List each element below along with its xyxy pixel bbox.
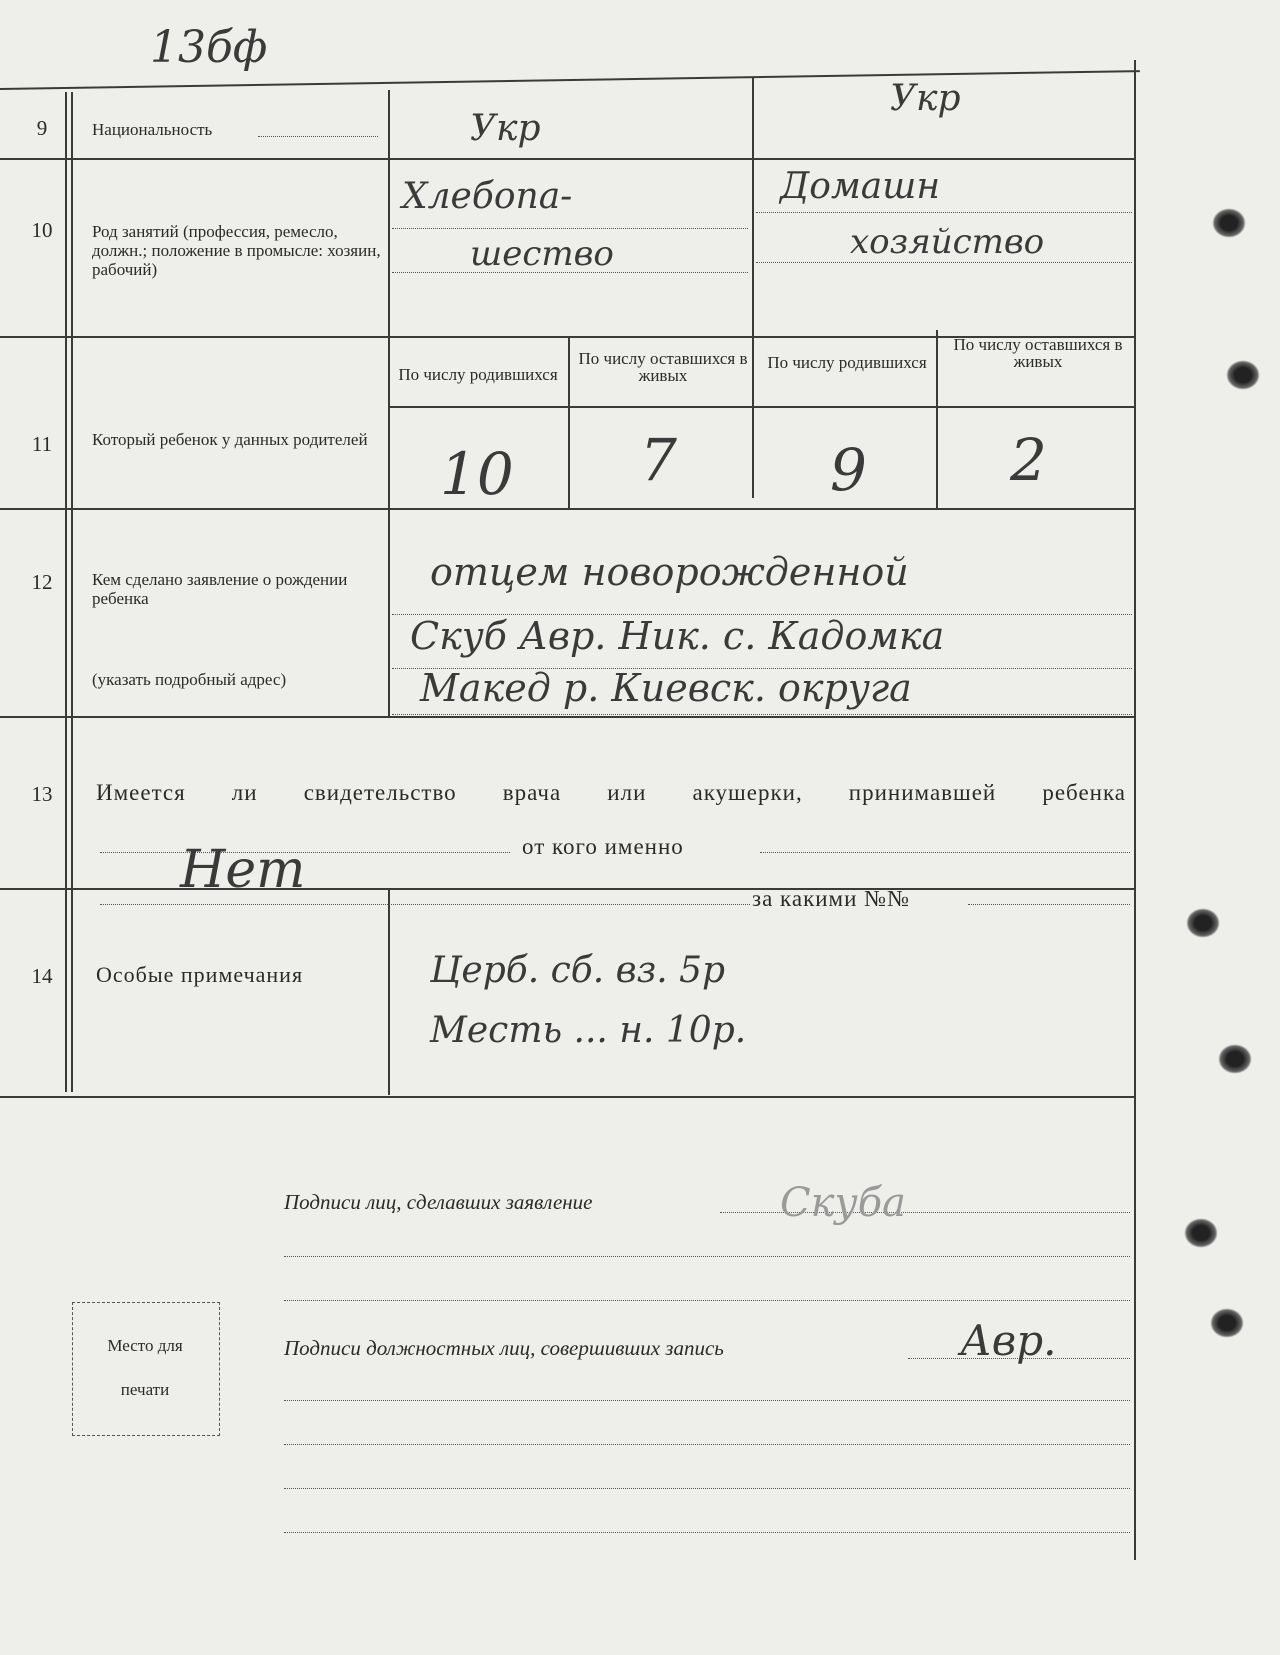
father-born-value: 10 (440, 440, 514, 508)
official-signature: Авр. (960, 1316, 1057, 1365)
mother-alive-header: По числу оставшихся в живых (953, 335, 1123, 371)
row-14-label: Особые примечания (96, 962, 304, 987)
applicants-signature-line (284, 1300, 1130, 1301)
officials-signature-line (284, 1444, 1130, 1445)
col-divider (388, 90, 390, 718)
row-10-line (392, 228, 748, 229)
row-10-label: Род занятий (профессия, ремесло, должн.; положение в промысле: хозяин, рабочий) (92, 222, 381, 279)
binding-hole (1226, 360, 1260, 390)
mother-alive-value: 2 (1010, 426, 1047, 494)
row-10-mother-line1: Домашн (780, 166, 941, 207)
row-12-line (392, 714, 1132, 715)
father-alive-header: По числу оставшихся в живых (578, 349, 748, 385)
row-12-label: Кем сделано заявление о рождении ребенка (92, 570, 348, 608)
mother-born-header: По числу родившихся (767, 353, 927, 372)
row-14-note-line1: Церб. сб. вз. 5р (430, 950, 726, 991)
row-13-line (968, 904, 1130, 905)
binding-hole (1210, 1308, 1244, 1338)
row-divider (0, 158, 1134, 160)
frame-top (0, 70, 1140, 90)
row-13-line (100, 904, 750, 905)
binding-hole (1218, 1044, 1252, 1074)
frame-left-1 (65, 92, 67, 1092)
row-9-mother-value: Укр (890, 78, 961, 119)
row-9-number: 9 (36, 116, 48, 140)
row-10-number: 10 (31, 218, 53, 242)
mother-born-value: 9 (830, 436, 867, 504)
father-born-header: По числу родившихся (398, 365, 558, 384)
row-divider (0, 716, 1134, 718)
mid-divider (752, 78, 754, 498)
row-9-dots (258, 136, 378, 137)
row-13-numbers: за какими №№ (752, 886, 911, 911)
row-10-line (756, 262, 1132, 263)
officials-signature-line (284, 1532, 1130, 1533)
frame-left-2 (71, 92, 73, 1092)
applicant-signature: Скуба (780, 1180, 906, 1226)
row-10-mother-line2: хозяйство (850, 222, 1045, 262)
frame-right (1134, 60, 1136, 1560)
row-divider (0, 888, 1134, 890)
row-10-father-line1: Хлебопа- (402, 176, 573, 217)
row-divider (0, 508, 1134, 510)
row-14-note-line2: Месть ... н. 10р. (430, 1010, 747, 1051)
row-13-number: 13 (31, 782, 53, 806)
stamp-seal-label: печати (120, 1380, 170, 1399)
row-12-value-line2: Скуб Авр. Ник. с. Кадомка (410, 614, 945, 658)
row-12-value-line3: Макед р. Киевск. округа (420, 666, 912, 710)
binding-hole (1212, 208, 1246, 238)
stamp-place-label: Место для (107, 1336, 183, 1355)
top-note: 13бф (150, 22, 268, 73)
row-12-address-hint: (указать подробный адрес) (92, 670, 287, 689)
applicants-signature-line (284, 1256, 1130, 1257)
row-13-line (760, 852, 1130, 853)
binding-hole (1186, 908, 1220, 938)
row-12-value-line1: отцем новорожденной (430, 550, 909, 594)
row-divider (0, 1096, 1134, 1098)
row-11-label: Который ребенок у данных родителей (92, 430, 368, 449)
row-10-father-line2: шество (470, 234, 614, 274)
officials-signature-line (284, 1488, 1130, 1489)
binding-hole (1184, 1218, 1218, 1248)
officials-signature-line (284, 1400, 1130, 1401)
row-9-label: Национальность (92, 120, 213, 139)
row-11-col (936, 330, 938, 508)
row-13-label: Имеется ли свидетельство врача или акушерки, принимавшей ребенка (96, 780, 1126, 805)
row-14-number: 14 (31, 964, 53, 988)
row-12-number: 12 (31, 570, 53, 594)
row-9-father-value: Укр (470, 108, 541, 149)
stamp-place-box (72, 1302, 220, 1436)
father-alive-value: 7 (640, 426, 677, 494)
col-divider-14 (388, 890, 390, 1095)
row-11-number: 11 (31, 432, 53, 456)
row-13-from-whom: от кого именно (522, 834, 684, 859)
row-11-subheader-divider (390, 406, 1134, 408)
applicants-signature-label: Подписи лиц, сделавших заявление (284, 1190, 593, 1214)
row-11-col (568, 336, 570, 508)
row-10-line (756, 212, 1132, 213)
officials-signature-label: Подписи должностных лиц, совершивших запись (284, 1336, 724, 1360)
row-13-answer: Нет (180, 840, 306, 900)
